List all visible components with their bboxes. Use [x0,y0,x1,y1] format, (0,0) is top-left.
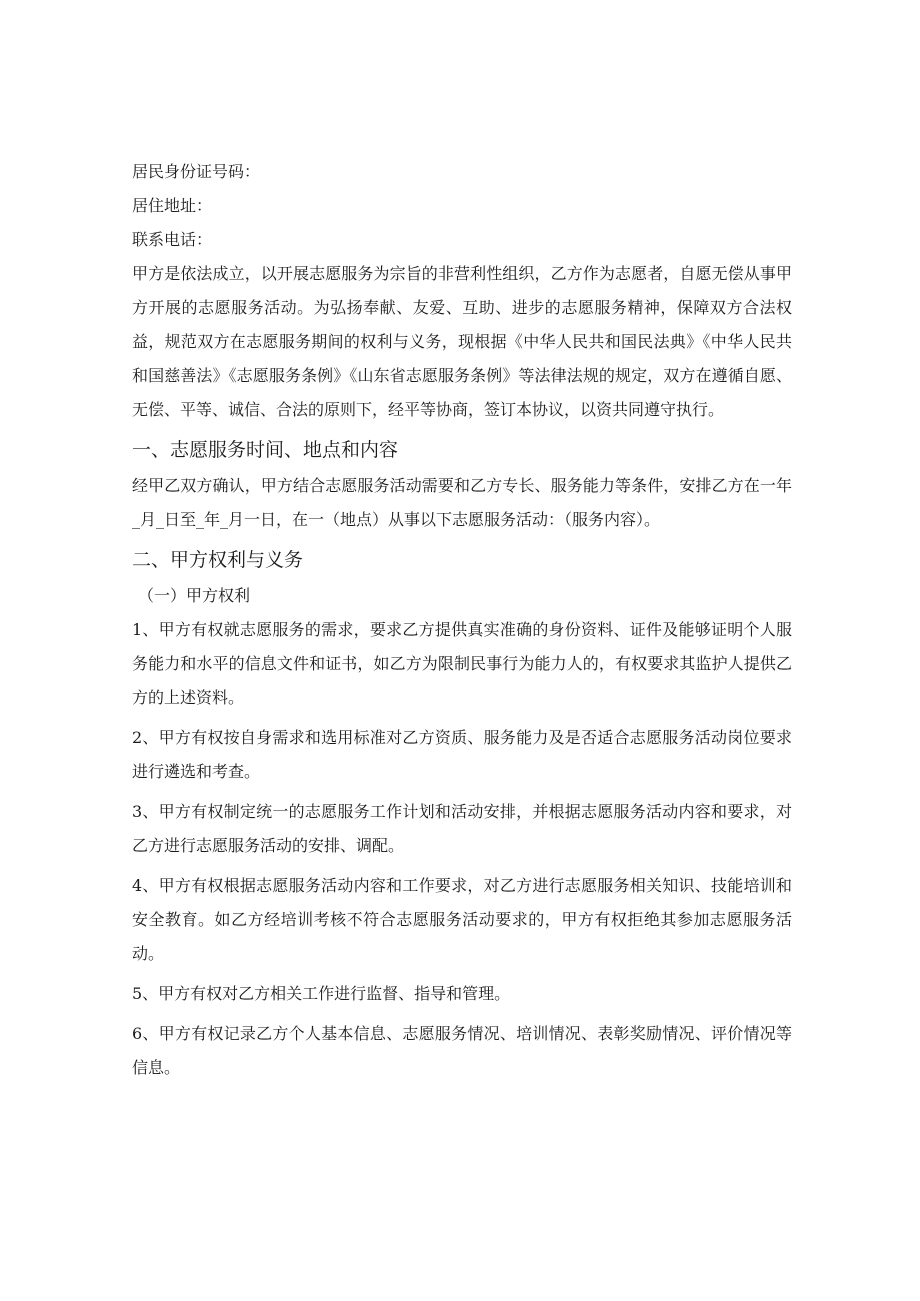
document-page [132,155,792,1085]
phone-label: 联系电话： [132,230,213,249]
section-2-title: 二、甲方权利与义务 [132,549,304,571]
id-number-label: 居民身份证号码： [132,162,261,181]
section-2-subheading-rights: （一）甲方权利 [138,586,251,605]
list-item-2: 2、甲方有权按自身需求和选用标准对乙方资质、服务能力及是否适合志愿服务活动岗位要求进行遴选和考查。 [132,728,792,781]
list-item-6: 6、甲方有权记录乙方个人基本信息、志愿服务情况、培训情况、表彰奖励情况、评价情况等信息。 [132,1024,792,1077]
section-1-body: 经甲乙双方确认，甲方结合志愿服务活动需要和乙方专长、服务能力等条件，安排乙方在一年_月_日至_年_月一日，在一（地点）从事以下志愿服务活动：（服务内容）。 [132,476,792,529]
list-item-1: 1、甲方有权就志愿服务的需求，要求乙方提供真实准确的身份资料、证件及能够证明个人服务能力和水平的信息文件和证书，如乙方为限制民事行为能力人的，有权要求其监护人提供乙方的上述资料。 [132,620,792,707]
list-item-3: 3、甲方有权制定统一的志愿服务工作计划和活动安排，并根据志愿服务活动内容和要求，对乙方进行志愿服务活动的安排、调配。 [132,802,792,855]
list-item-4: 4、甲方有权根据志愿服务活动内容和工作要求，对乙方进行志愿服务相关知识、技能培训和安全教育。如乙方经培训考核不符合志愿服务活动要求的，甲方有权拒绝其参加志愿服务活动。 [132,876,792,963]
section-1-title: 一、志愿服务时间、地点和内容 [132,439,399,461]
address-label: 居住地址： [132,196,213,215]
list-item-5: 5、甲方有权对乙方相关工作进行监督、指导和管理。 [132,984,511,1003]
intro-paragraph: 甲方是依法成立，以开展志愿服务为宗旨的非营利性组织，乙方作为志愿者，自愿无偿从事甲方开展的志愿服务活动。为弘扬奉献、友爱、互助、进步的志愿服务精神，保障双方合法权益，规范双方在志愿服务期间的权利与义务，现根据《中华人民共和国民法典》《中华人民共和国慈善法》《志愿服务条例》《山东省志愿服务条例》等法律法规的规定，双方在遵循自愿、无偿、平等、诚信、合法的原则下，经平等协商，签订本协议，以资共同遵守执行。 [132,264,792,419]
